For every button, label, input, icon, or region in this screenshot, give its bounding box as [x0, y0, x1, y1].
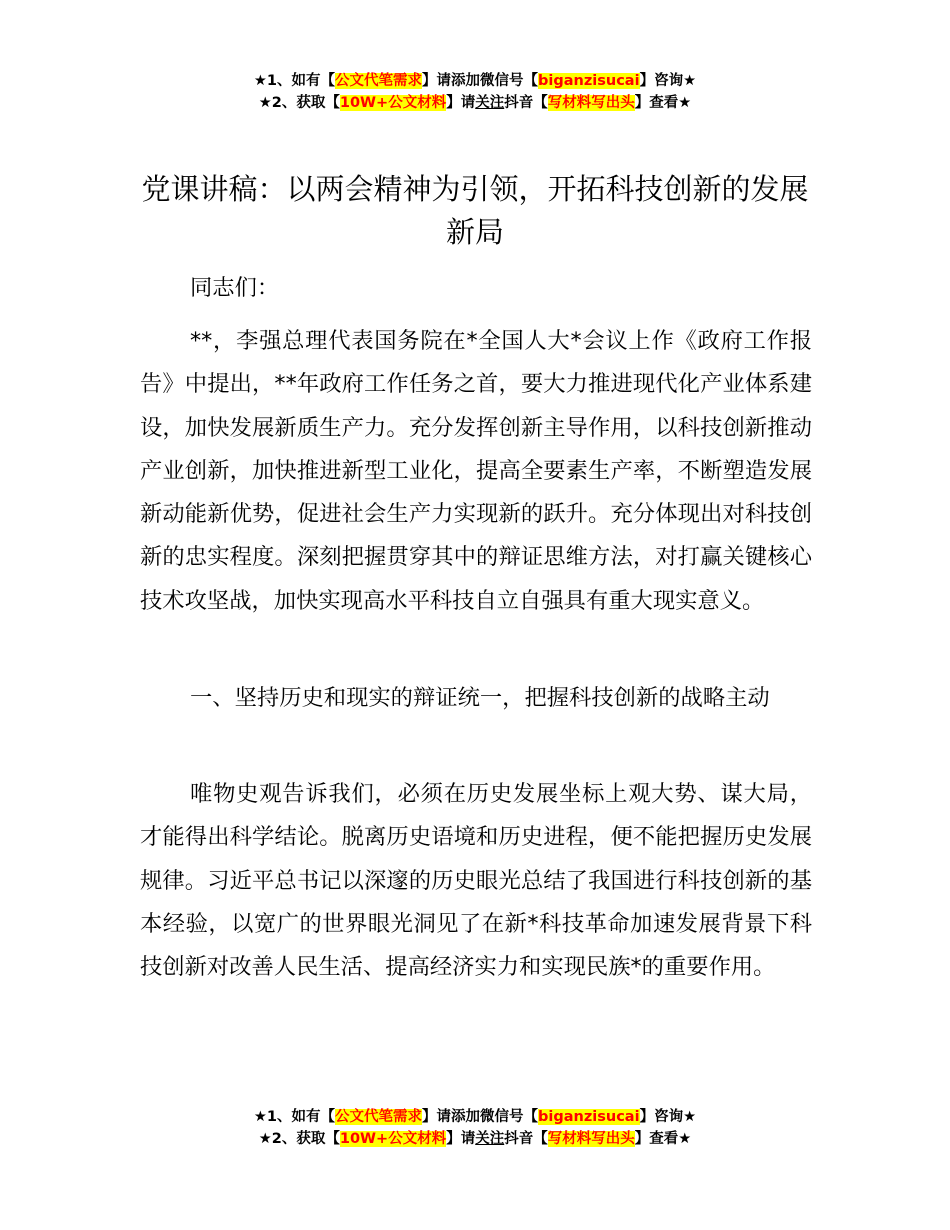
promo-highlight-wechat-id: biganzisucai: [538, 1109, 640, 1125]
promo-text: 】查看★: [634, 95, 692, 111]
promo-underlined-follow: 关注: [475, 1131, 505, 1147]
body-paragraph-1: **，李强总理代表国务院在*全国人大*会议上作《政府工作报告》中提出，**年政府工作任务之首，要大力推进现代化产业体系建设，加快发展新质生产力。充分发挥创新主导作用，以科技创新推动产业创新，加快推进新型工业化，提高全要素生产率，不断塑造发展新动能新优势，促进社会生产力实现新的跃升。充分体现出对科技创新的忠实程度。深刻把握贯穿其中的辩证思维方法，对打赢关键核心技术攻坚战，加快实现高水平科技自立自强具有重大现实意义。: [140, 328, 812, 614]
promo-highlight-douyin-account: 写材料写出头: [547, 95, 635, 111]
promo-text: ★2、获取【: [258, 95, 340, 111]
promo-text: 】请: [446, 1131, 476, 1147]
promo-banner-top: [0, 70, 950, 114]
promo-line-2: [0, 92, 950, 114]
promo-banner-bottom: [0, 1106, 950, 1150]
promo-text: ★2、获取【: [258, 1131, 340, 1147]
promo-text: 】请: [446, 95, 476, 111]
document-title: 党课讲稿：以两会精神为引领，开拓科技创新的发展新局: [141, 172, 809, 249]
promo-text: 抖音【: [504, 1131, 548, 1147]
promo-text: 】查看★: [634, 1131, 692, 1147]
promo-highlight-materials: 10W+公文材料: [339, 1131, 447, 1147]
promo-text: 】请添加微信号【: [422, 1109, 539, 1125]
body-paragraph-2: 唯物史观告诉我们，必须在历史发展坐标上观大势、谋大局，才能得出科学结论。脱离历史语境和历史进程，便不能把握历史发展规律。习近平总书记以深邃的历史眼光总结了我国进行科技创新的基本经验，以宽广的世界眼光洞见了在新*科技革命加速发展背景下科技创新对改善人民生活、提高经济实力和实现民族*的重要作用。: [140, 781, 812, 981]
promo-text: ★1、如有【: [253, 73, 336, 89]
promo-highlight-service: 公文代笔需求: [335, 73, 423, 89]
promo-line-1: [0, 1106, 950, 1128]
promo-text: 】咨询★: [639, 73, 697, 89]
promo-text: 抖音【: [504, 95, 548, 111]
promo-highlight-douyin-account: 写材料写出头: [547, 1131, 635, 1147]
section-heading-1: 一、坚持历史和现实的辩证统一，把握科技创新的战略主动: [190, 685, 770, 711]
promo-underlined-follow: 关注: [475, 95, 505, 111]
promo-highlight-service: 公文代笔需求: [335, 1109, 423, 1125]
promo-line-1: [0, 70, 950, 92]
promo-highlight-wechat-id: biganzisucai: [538, 73, 640, 89]
promo-text: 】咨询★: [639, 1109, 697, 1125]
promo-line-2: [0, 1128, 950, 1150]
greeting: 同志们：: [190, 275, 280, 301]
promo-text: 】请添加微信号【: [422, 73, 539, 89]
promo-highlight-materials: 10W+公文材料: [339, 95, 447, 111]
promo-text: ★1、如有【: [253, 1109, 336, 1125]
